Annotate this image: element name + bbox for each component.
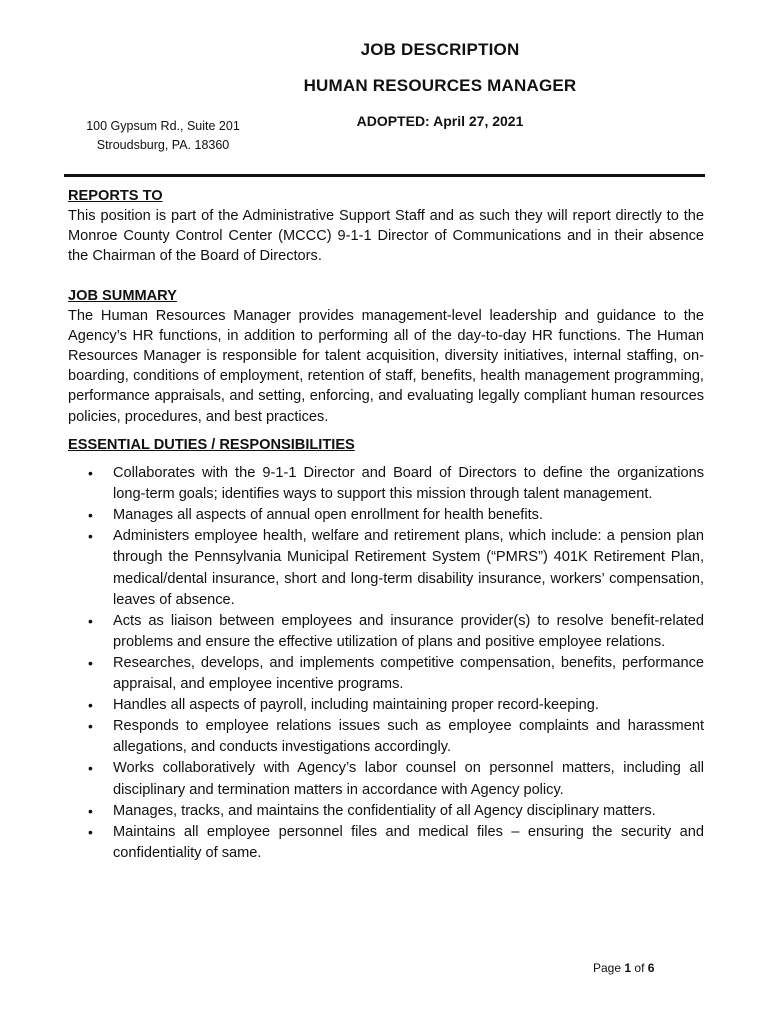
duties-heading: ESSENTIAL DUTIES / RESPONSIBILITIES [68,437,355,453]
bullet-icon: • [88,697,93,714]
page-total: 6 [647,961,655,975]
duties-section [68,435,704,864]
job-summary-section [68,286,704,427]
list-item [68,822,704,864]
bullet-icon: • [88,507,93,524]
bullet-icon: • [88,718,93,735]
list-item [68,505,704,526]
duty-text: Collaborates with the 9-1-1 Director and Board of Directors to define the organizations long-term goals; identifies ways to support this mission through talent management. [113,465,704,503]
job-title: HUMAN RESOURCES MANAGER [303,76,577,95]
header-divider [64,174,705,177]
list-item [68,758,704,800]
duty-text: Researches, develops, and implements competitive compensation, benefits, performance appraisal, and employee incentive programs. [113,654,704,693]
bullet-icon: • [88,802,93,819]
duty-text: Manages all aspects of annual open enrollment for health benefits. [113,507,543,524]
bullet-icon: • [88,654,93,671]
page-label: Page [593,961,622,975]
list-item [68,653,704,695]
bullet-icon: • [88,823,93,840]
document-title: JOB DESCRIPTION [360,40,520,59]
of-label: of [634,961,645,975]
duty-text: Responds to employee relations issues such as employee complaints and harassment allegations, and conducts investigations accordingly. [113,718,704,756]
list-item [68,716,704,758]
list-item [68,801,704,822]
reports-to-section [68,186,704,266]
job-summary-heading: JOB SUMMARY [68,288,177,304]
list-item [68,463,704,505]
bullet-icon: • [88,612,93,629]
reports-to-heading: REPORTS TO [68,188,163,204]
list-item [68,611,704,653]
page-current: 1 [624,961,632,975]
bullet-icon: • [88,465,93,482]
list-item [68,695,704,716]
adopted-date: ADOPTED: April 27, 2021 [356,113,524,129]
list-item [68,526,704,610]
page-footer [593,961,654,975]
bullet-icon: • [88,760,93,777]
duty-text: Acts as liaison between employees and insurance provider(s) to resolve benefit-related problems and ensure the effective utilization of plans and positive employee relations. [113,612,704,650]
duties-list [68,463,704,864]
reports-to-text: This position is part of the Administrative Support Staff and as such they will report directly to the Monroe County Control Center (MCCC) 9-1-1 Director of Communications and in their absence the Chairman of the Board of Directors. [68,208,704,265]
job-summary-text: The Human Resources Manager provides management-level leadership and guidance to the Agency’s HR functions, in addition to performing all of the day-to-day HR functions. The Human Resources Manager is responsible for talent acquisition, diversity initiatives, internal staffing, on-boarding, conditions of employment, retention of staff, benefits, health management programming, performance appraisals, and setting, enforcing, and evaluating legally compliant human resources policies, procedures, and best practices. [68,308,704,425]
duty-text: Manages, tracks, and maintains the confidentiality of all Agency disciplinary matters. [113,802,656,819]
duty-text: Administers employee health, welfare and retirement plans, which include: a pension plan through the Pennsylvania Municipal Retirement System (“PMRS”) 401K Retirement Plan, medical/dental insurance, short and long-term disability insurance, workers’ compensation, leaves of absence. [113,528,704,608]
duty-text: Maintains all employee personnel files and medical files – ensuring the security and confidentiality of same. [113,823,704,861]
duty-text: Works collaboratively with Agency’s labor counsel on personnel matters, including all disciplinary and termination matters in accordance with Agency policy. [113,760,704,798]
address-block [78,117,248,155]
address-line-1: 100 Gypsum Rd., Suite 201 [86,119,240,133]
duty-text: Handles all aspects of payroll, including maintaining proper record-keeping. [113,697,599,714]
bullet-icon: • [88,528,93,545]
address-line-2: Stroudsburg, PA. 18360 [96,138,230,152]
